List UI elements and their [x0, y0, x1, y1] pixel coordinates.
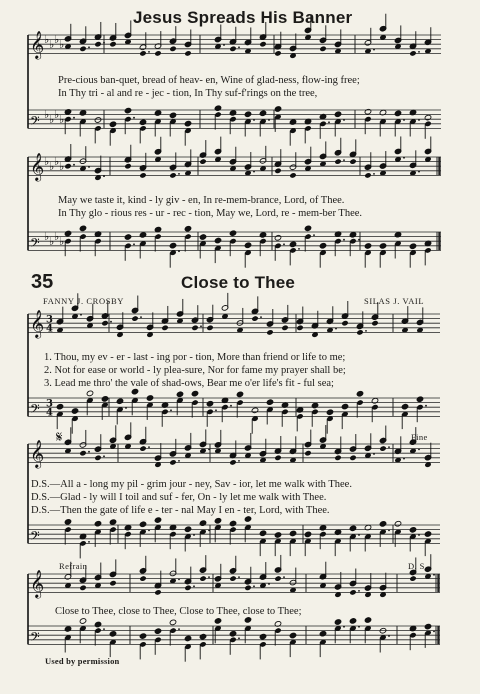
svg-text:3: 3 — [46, 398, 53, 410]
ds-line: D.S.—Glad - ly will I toil and suf - fer, On - ly let me walk with Thee. — [31, 492, 327, 503]
refrain-lyric: Close to Thee, close to Thee, Close to Thee, close to Thee; — [55, 606, 302, 617]
svg-text:𝄞: 𝄞 — [30, 569, 45, 598]
svg-text:♭: ♭ — [49, 160, 55, 173]
svg-text:𝄞: 𝄞 — [30, 309, 45, 338]
hymn-number: 35 — [31, 271, 54, 293]
svg-text:♭: ♭ — [54, 108, 60, 121]
svg-text:𝄢: 𝄢 — [30, 629, 40, 648]
staff — [28, 136, 441, 181]
svg-text:♭: ♭ — [44, 230, 50, 243]
svg-text:𝄞: 𝄞 — [30, 439, 45, 468]
lyric-line: May we taste it, kind - ly giv - en, In re-mem-brance, Lord, of Thee. — [58, 195, 345, 206]
svg-text:4: 4 — [46, 407, 53, 419]
svg-text:♭: ♭ — [54, 230, 60, 243]
lyric-line: In Thy tri - al and re - jec - tion, In Thy suf-f'rings on the tree, — [58, 88, 318, 99]
staff — [28, 617, 440, 662]
svg-text:♭: ♭ — [49, 38, 55, 51]
svg-text:♭: ♭ — [59, 113, 65, 126]
svg-text:♭: ♭ — [49, 235, 55, 248]
svg-text:♭: ♭ — [54, 33, 60, 46]
hymn-title: Jesus Spreads His Banner — [133, 8, 353, 27]
verse-line: 1. Thou, my ev - er - last - ing por - tion, More than friend or life to me; — [44, 352, 346, 363]
author-credit: FANNY J. CROSBY — [43, 296, 125, 306]
staff — [28, 422, 440, 468]
svg-text:♭: ♭ — [59, 38, 65, 51]
svg-text:𝄢: 𝄢 — [30, 235, 40, 254]
lyric-line: Pre-cious ban-quet, bread of heav- en, Wine of glad-ness, flow-ing free; — [58, 75, 360, 86]
ds-line: D.S.—All a - long my pil - grim jour - ney, Sav - ior, let me walk with Thee. — [31, 479, 352, 490]
svg-text:𝄞: 𝄞 — [30, 152, 45, 181]
svg-text:𝄢: 𝄢 — [30, 528, 40, 547]
svg-text:𝄢: 𝄢 — [30, 113, 40, 132]
svg-text:♭: ♭ — [59, 235, 65, 248]
svg-text:♭: ♭ — [54, 155, 60, 168]
verse-line: 2. Not for ease or world - ly plea-sure, Nor for fame my prayer shall be; — [44, 365, 346, 376]
svg-text:𝄞: 𝄞 — [30, 30, 45, 59]
ds-line: D.S.—Then the gate of life e - ter - nal May I en - ter, Lord, with Thee. — [31, 505, 330, 516]
verse-line: 3. Lead me thro' the vale of shad-ows, Bear me o'er life's fit - ful sea; — [44, 378, 334, 389]
staff — [28, 516, 440, 559]
composer-credit: SILAS J. VAIL — [364, 296, 425, 306]
svg-text:♭: ♭ — [44, 33, 50, 46]
staff — [28, 388, 440, 433]
fine-mark: Fine — [411, 432, 428, 442]
footer-permission: Used by permission — [45, 656, 120, 666]
svg-text:♭: ♭ — [49, 113, 55, 126]
staff — [28, 225, 441, 268]
refrain-label: Refrain — [59, 561, 88, 571]
svg-text:3: 3 — [46, 314, 53, 326]
svg-text:♭: ♭ — [44, 108, 50, 121]
svg-text:4: 4 — [46, 323, 53, 335]
lyric-line: In Thy glo - rious res - ur - rec - tion, May we, Lord, re - mem-ber Thee. — [58, 208, 363, 219]
svg-text:♭: ♭ — [44, 155, 50, 168]
hymn-title: Close to Thee — [181, 273, 296, 292]
segno-sign: 𝄋 — [56, 430, 63, 446]
svg-text:♭: ♭ — [59, 160, 65, 173]
svg-text:𝄢: 𝄢 — [30, 401, 40, 420]
ds-mark: D. S. — [408, 561, 428, 571]
staff — [28, 105, 441, 146]
staff — [28, 554, 440, 598]
